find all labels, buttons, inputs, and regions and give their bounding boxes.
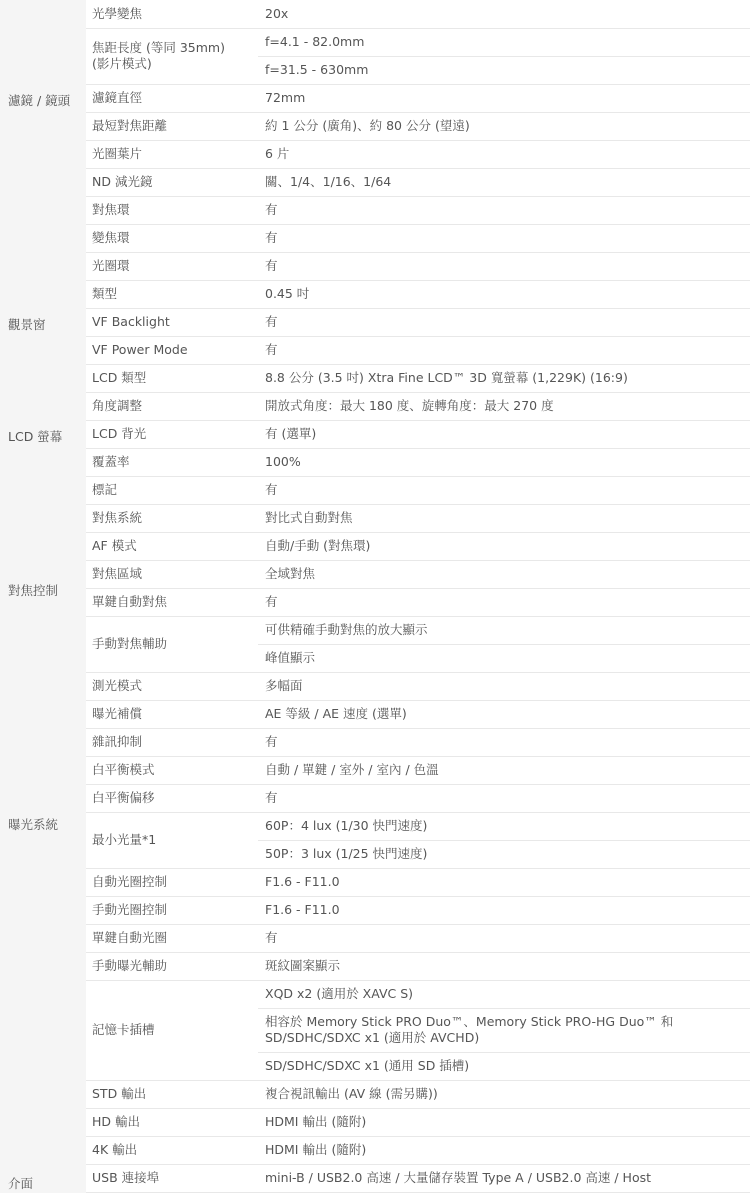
spec-value: 複合視訊輸出 (AV 線 (需另購)) <box>265 1086 438 1101</box>
spec-value: 6 片 <box>265 146 290 161</box>
row-divider <box>86 1108 750 1109</box>
spec-label: 光圈環 <box>92 258 130 273</box>
spec-label: 光圈葉片 <box>92 146 143 161</box>
category-lcd: LCD 螢幕 <box>8 429 63 444</box>
spec-value: SD/SDHC/SDXC x1 (通用 SD 插槽) <box>265 1058 470 1073</box>
spec-label: VF Backlight <box>92 314 170 329</box>
spec-value: F1.6 - F11.0 <box>265 902 340 917</box>
row-divider <box>86 672 750 673</box>
spec-value: XQD x2 (適用於 XAVC S) <box>265 986 414 1001</box>
row-divider <box>86 532 750 533</box>
spec-value: 相容於 Memory Stick PRO Duo™、Memory Stick PRO-HG Duo™ 和 SD/SDHC/SDXC x1 (適用於 AVCHD) <box>265 1014 674 1045</box>
spec-value: 峰值顯示 <box>265 650 316 665</box>
row-divider <box>86 168 750 169</box>
spec-value: 有 <box>265 930 278 945</box>
spec-label: 4K 輸出 <box>92 1142 138 1157</box>
row-divider <box>86 980 750 981</box>
spec-value: 全域對焦 <box>265 566 316 581</box>
row-divider <box>86 1192 750 1193</box>
spec-label: 覆蓋率 <box>92 454 130 469</box>
spec-label: 記憶卡插槽 <box>92 1022 155 1037</box>
spec-value: 多幅面 <box>265 678 303 693</box>
spec-value: 自動/手動 (對焦環) <box>265 538 371 553</box>
spec-label: 對焦區域 <box>92 566 143 581</box>
category-interface: 介面 <box>8 1176 34 1191</box>
spec-value: 有 (選單) <box>265 426 317 441</box>
spec-value: 60P：4 lux (1/30 快門速度) <box>265 818 428 833</box>
spec-label: 濾鏡直徑 <box>92 90 143 105</box>
subrow-divider <box>258 1008 750 1009</box>
row-divider <box>86 924 750 925</box>
spec-label: 自動光圈控制 <box>92 874 168 889</box>
row-divider <box>86 728 750 729</box>
subrow-divider <box>258 56 750 57</box>
spec-label: AF 模式 <box>92 538 137 553</box>
spec-value: AE 等級 / AE 速度 (選單) <box>265 706 407 721</box>
spec-value: 20x <box>265 6 289 21</box>
spec-label: 標記 <box>92 482 118 497</box>
row-divider <box>86 476 750 477</box>
row-divider <box>86 1164 750 1165</box>
row-divider <box>86 896 750 897</box>
row-divider <box>86 140 750 141</box>
spec-label: 白平衡模式 <box>92 762 155 777</box>
subrow-divider <box>258 644 750 645</box>
row-divider <box>86 700 750 701</box>
row-divider <box>86 252 750 253</box>
spec-value: f=4.1 - 82.0mm <box>265 34 365 49</box>
spec-label: 曝光補償 <box>92 706 143 721</box>
spec-value: mini-B / USB2.0 高速 / 大量儲存裝置 Type A / USB2.0 高速 / Host <box>265 1170 652 1185</box>
spec-label: 測光模式 <box>92 678 143 693</box>
subrow-divider <box>258 840 750 841</box>
spec-value: 開放式角度：最大 180 度、旋轉角度：最大 270 度 <box>265 398 554 413</box>
spec-label: VF Power Mode <box>92 342 188 357</box>
row-divider <box>86 28 750 29</box>
row-divider <box>86 392 750 393</box>
spec-label: 手動光圈控制 <box>92 902 168 917</box>
spec-value: 72mm <box>265 90 306 105</box>
spec-value: 關、1/4、1/16、1/64 <box>265 174 392 189</box>
row-divider <box>86 112 750 113</box>
spec-label: USB 連接埠 <box>92 1170 160 1185</box>
row-divider <box>86 504 750 505</box>
spec-value: 0.45 吋 <box>265 286 310 301</box>
spec-label: 變焦環 <box>92 230 130 245</box>
category-focus-control: 對焦控制 <box>8 583 59 598</box>
spec-value: 有 <box>265 202 278 217</box>
row-divider <box>86 1080 750 1081</box>
spec-label: 白平衡偏移 <box>92 790 155 805</box>
category-lens: 濾鏡 / 鏡頭 <box>8 93 71 108</box>
spec-value: F1.6 - F11.0 <box>265 874 340 889</box>
row-divider <box>86 1136 750 1137</box>
row-divider <box>86 224 750 225</box>
row-divider <box>86 588 750 589</box>
spec-label: HD 輸出 <box>92 1114 140 1129</box>
spec-label: 單鍵自動光圈 <box>92 930 168 945</box>
spec-value: 自動 / 單鍵 / 室外 / 室內 / 色溫 <box>265 762 439 777</box>
row-divider <box>86 812 750 813</box>
category-exposure: 曝光系統 <box>8 817 59 832</box>
spec-value: 50P：3 lux (1/25 快門速度) <box>265 846 428 861</box>
subrow-divider <box>258 1052 750 1053</box>
spec-label: 最小光量*1 <box>92 832 157 847</box>
spec-value: HDMI 輸出 (隨附) <box>265 1114 367 1129</box>
spec-label: 對焦環 <box>92 202 130 217</box>
spec-value: 約 1 公分 (廣角)、約 80 公分 (望遠) <box>265 118 470 133</box>
spec-value: 100% <box>265 454 301 469</box>
spec-value: HDMI 輸出 (隨附) <box>265 1142 367 1157</box>
row-divider <box>86 756 750 757</box>
spec-value: 有 <box>265 790 278 805</box>
spec-value: 有 <box>265 230 278 245</box>
spec-label: ND 減光鏡 <box>92 174 153 189</box>
spec-value: 有 <box>265 342 278 357</box>
category-viewfinder: 觀景窗 <box>8 317 46 332</box>
row-divider <box>86 616 750 617</box>
row-divider <box>86 448 750 449</box>
spec-value: f=31.5 - 630mm <box>265 62 369 77</box>
spec-label: 手動對焦輔助 <box>92 636 168 651</box>
spec-value: 對比式自動對焦 <box>265 510 353 525</box>
spec-value: 8.8 公分 (3.5 吋) Xtra Fine LCD™ 3D 寬螢幕 (1,229K) (16:9) <box>265 370 628 385</box>
row-divider <box>86 560 750 561</box>
spec-value: 有 <box>265 314 278 329</box>
row-divider <box>86 952 750 953</box>
spec-label: 對焦系統 <box>92 510 143 525</box>
row-divider <box>86 308 750 309</box>
spec-label: 單鍵自動對焦 <box>92 594 168 609</box>
spec-label: 類型 <box>92 286 118 301</box>
spec-value: 可供精確手動對焦的放大顯示 <box>265 622 428 637</box>
spec-label: LCD 背光 <box>92 426 147 441</box>
spec-label: 焦距長度 (等同 35mm) (影片模式) <box>92 40 225 71</box>
spec-label: 最短對焦距離 <box>92 118 168 133</box>
spec-label: 雜訊抑制 <box>92 734 143 749</box>
spec-label: 光學變焦 <box>92 6 143 21</box>
row-divider <box>86 364 750 365</box>
spec-label: 手動曝光輔助 <box>92 958 168 973</box>
spec-label: 角度調整 <box>92 398 143 413</box>
row-divider <box>86 84 750 85</box>
spec-value: 有 <box>265 594 278 609</box>
spec-value: 斑紋圖案顯示 <box>265 958 341 973</box>
row-divider <box>86 868 750 869</box>
row-divider <box>86 784 750 785</box>
row-divider <box>86 196 750 197</box>
row-divider <box>86 420 750 421</box>
spec-value: 有 <box>265 734 278 749</box>
row-divider <box>86 336 750 337</box>
spec-value: 有 <box>265 482 278 497</box>
spec-label: LCD 類型 <box>92 370 147 385</box>
spec-value: 有 <box>265 258 278 273</box>
row-divider <box>86 280 750 281</box>
spec-label: STD 輸出 <box>92 1086 147 1101</box>
